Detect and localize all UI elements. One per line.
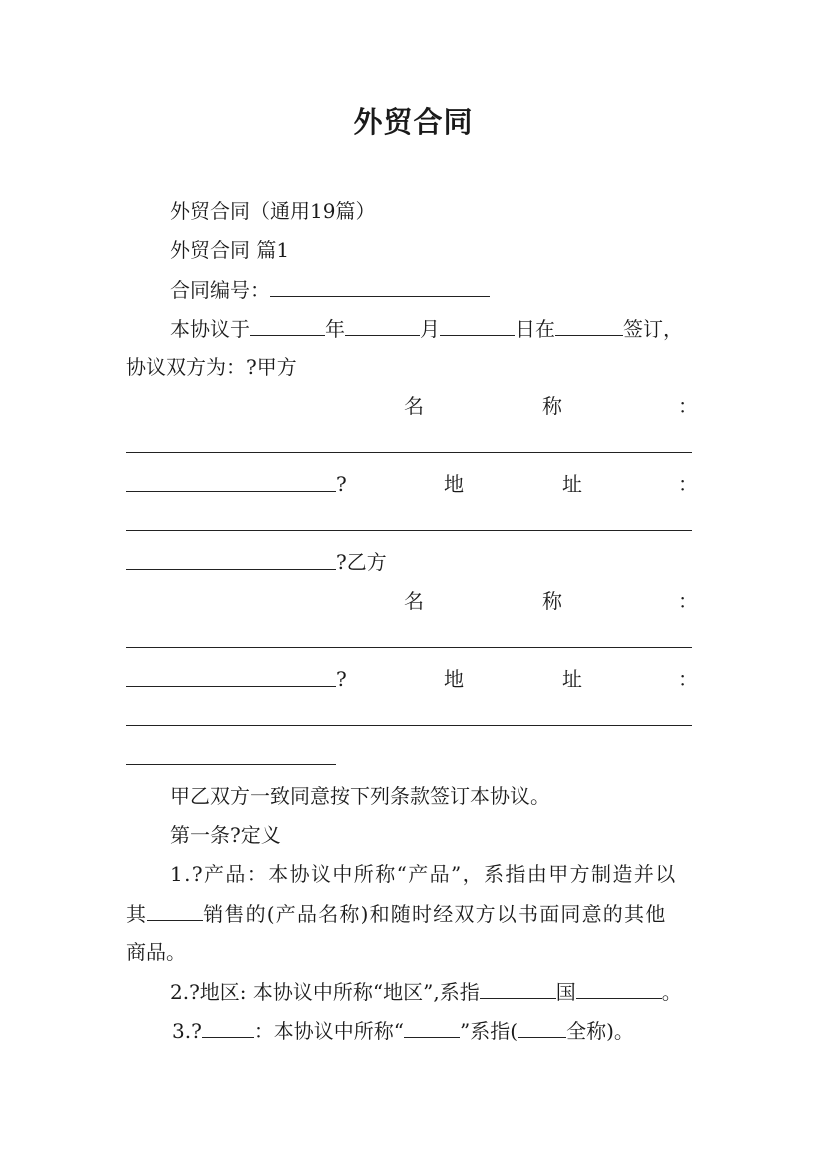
fill-blank	[518, 1017, 566, 1038]
contract-number-label: 合同编号：	[170, 278, 270, 302]
party-b-label: ?乙方	[336, 550, 387, 574]
subtitle-line: 外贸合同（通用19篇）	[170, 199, 376, 223]
clause-2-line	[170, 978, 682, 1005]
fill-blank	[576, 978, 662, 999]
article-heading: 第一条?定义	[170, 823, 281, 847]
address-label-1: 地	[444, 667, 464, 691]
fill-line	[126, 647, 692, 648]
name-label-2: 称	[542, 589, 562, 613]
colon: ：	[678, 472, 698, 496]
name-label-1: 名	[404, 589, 424, 613]
text-segment: 年	[325, 317, 345, 341]
contract-number-blank	[270, 276, 490, 297]
document-title: 外贸合同	[353, 105, 474, 139]
text-segment: 签订，	[623, 317, 683, 341]
address-label-2: 址	[562, 667, 582, 691]
fill-blank	[147, 900, 203, 921]
year-blank	[250, 315, 325, 336]
agreement-date-line	[170, 315, 683, 342]
day-blank	[440, 315, 515, 336]
contract-number-line	[170, 276, 490, 303]
parties-line: 协议双方为：?甲方	[126, 355, 297, 379]
clause-1-line-2	[126, 900, 666, 927]
agreement-statement: 甲乙双方一致同意按下列条款签订本协议。	[170, 784, 550, 808]
text-segment: 2.?地区: 本协议中所称“地区”,系指	[170, 980, 480, 1004]
fill-line	[126, 530, 692, 531]
fill-blank	[404, 1017, 460, 1038]
fill-line	[126, 725, 692, 726]
text-segment: 国	[555, 980, 576, 1004]
fill-line	[126, 491, 336, 492]
text-segment: 日在	[515, 317, 555, 341]
text-segment: 3.?	[172, 1019, 202, 1043]
fill-blank	[480, 978, 556, 999]
question-mark: ?	[336, 667, 347, 691]
clause-1-line-1: 1.?产品：本协议中所称“产品”，系指由甲方制造并以	[170, 862, 677, 886]
clause-3-line	[172, 1017, 634, 1044]
fill-line	[126, 764, 336, 765]
text-segment: 本协议于	[170, 317, 250, 341]
place-blank	[555, 315, 623, 336]
colon: ：	[678, 589, 698, 613]
question-mark: ?	[336, 472, 347, 496]
text-segment: 。	[661, 980, 682, 1004]
section-heading: 外贸合同 篇1	[170, 238, 290, 262]
fill-line	[126, 686, 336, 687]
colon: ：	[678, 667, 698, 691]
text-segment: ”系指(	[460, 1019, 519, 1043]
clause-1-line-3: 商品。	[126, 940, 186, 964]
text-segment: 月	[420, 317, 440, 341]
address-label-2: 址	[562, 472, 582, 496]
address-label-1: 地	[444, 472, 464, 496]
fill-line	[126, 569, 336, 570]
text-segment: 其	[126, 902, 148, 926]
colon: ：	[678, 394, 698, 418]
text-segment: ：本协议中所称“	[253, 1019, 405, 1043]
month-blank	[345, 315, 420, 336]
name-label-1: 名	[404, 394, 424, 418]
text-segment: 销售的(产品名称)和随时经双方以书面同意的其他	[203, 902, 667, 926]
fill-line	[126, 452, 692, 453]
name-label-2: 称	[542, 394, 562, 418]
fill-blank	[202, 1017, 254, 1038]
text-segment: 全称)。	[566, 1019, 634, 1043]
